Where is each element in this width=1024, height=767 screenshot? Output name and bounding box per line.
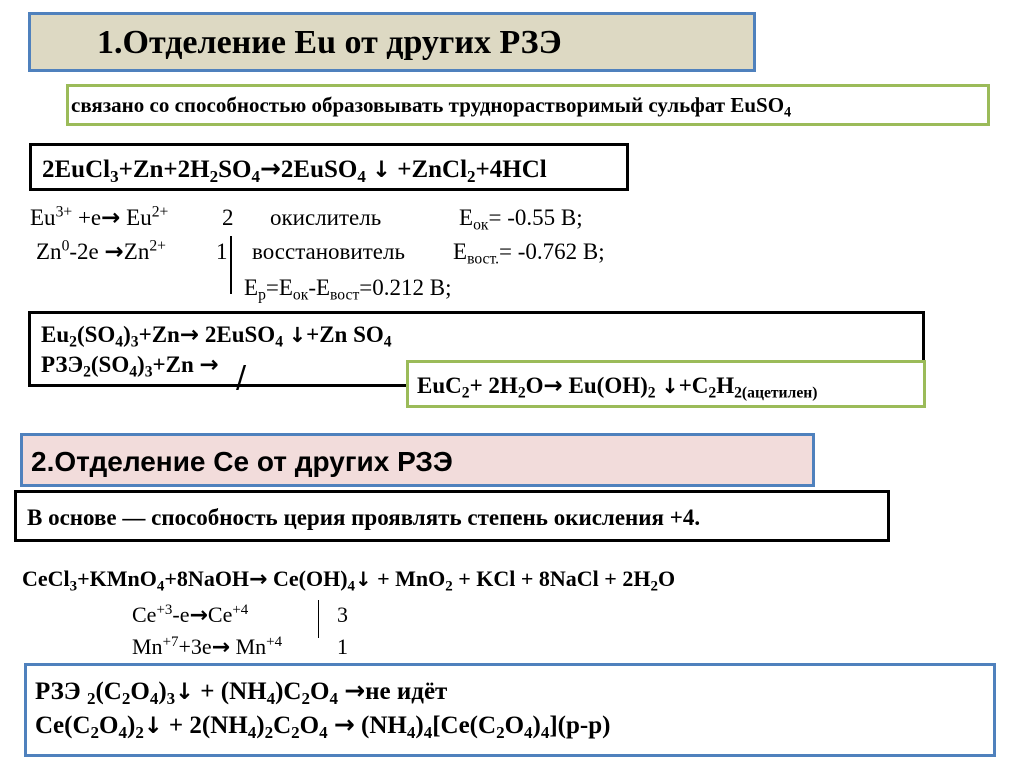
section2-title: 2.Отделение Се от других РЗЭ — [31, 446, 453, 477]
potential-zn: $E_{вост.}= -0.762$ В; — [453, 239, 605, 268]
role-reducer: восстановитель — [252, 239, 405, 264]
section1-subtitle: связано со способностью образовывать труднорастворимый сульфат EuSO$_4$ — [71, 93, 792, 121]
right-arrow-icon: → — [179, 322, 200, 348]
equation-carbide-box — [406, 360, 926, 408]
section1-title: 1.Отделение Eu от других РЗЭ — [97, 24, 562, 61]
half-reaction-eu-left: $Eu^{3+} +e\to Eu^{2+}$ — [30, 203, 169, 231]
equation-cerium-oxidation: CeCl$_3$+KMnO$_4$+8NaOH→ $Ce(OH)_4↓ + MnO_2$ + KCl + 8NaCl + $2H_2O$ — [22, 566, 676, 595]
balance-divider — [230, 236, 232, 294]
coefficient-zn: 1 — [216, 239, 228, 264]
half-reaction-zn-left: $Zn^0-2e \to Zn^{2+}$ — [36, 237, 166, 265]
balance-divider-ce — [318, 600, 319, 638]
precipitate-down-arrow-icon: ↓ — [372, 157, 391, 183]
equation-eu-reduction-box — [29, 143, 629, 191]
precipitate-down-arrow-icon: ↓ — [355, 568, 372, 591]
right-arrow-icon: → — [104, 239, 124, 265]
precipitate-down-arrow-icon: ↓ — [175, 679, 195, 705]
right-arrow-icon: → — [543, 373, 563, 399]
equation-eu-sulfate: $Eu_2(SO_4)_3+Zn\to$ 2EuSO$_4$ ↓+Zn $SO_4$ — [41, 322, 392, 351]
precipitate-down-arrow-icon: ↓ — [288, 323, 307, 347]
section2-title-box — [20, 433, 815, 487]
equation-ree-sulfate: $РЗЭ_2(SO_4)_3+Zn$ → — [41, 352, 219, 381]
no-reaction-slash: / — [236, 360, 247, 395]
potential-eu: $E_{ок}= -0.55$ В; — [459, 205, 583, 234]
potential-reaction: $E_р=E_{ок}-E_{вост}=0.212$ В; — [244, 275, 452, 304]
right-arrow-icon: → — [249, 567, 268, 592]
section1-title-box — [28, 12, 756, 72]
coefficient-mn: 1 — [337, 634, 348, 659]
right-arrow-icon: → — [189, 603, 208, 628]
half-reaction-mn: $Mn^{+7}+3e\to Mn^{+4}$ — [132, 633, 283, 660]
coefficient-eu: 2 — [222, 205, 234, 230]
equation-eu-reduction: $2EuCl_3+Zn+2H_2SO_4\to 2EuSO_4$ ↓ +ZnCl$_2$+4HCl — [42, 154, 547, 187]
right-arrow-icon: → — [259, 154, 281, 183]
right-arrow-icon: → — [101, 205, 121, 231]
precipitate-down-arrow-icon: ↓ — [661, 374, 679, 398]
equation-ree-oxalate: РЗЭ $_2(C_2O_4)_3↓ + (NH_4)C_2O_4 \to не$ идёт — [35, 676, 448, 709]
equation-ce-oxalate: $Ce(C_2O_4)_2↓ + 2(NH_4)_2C_2O_4 \to (NH_4)_4[Ce(C_2O_4)_4](р-р)$ — [35, 710, 611, 743]
right-arrow-icon: → — [211, 635, 231, 660]
right-arrow-icon: → — [199, 352, 219, 378]
half-reaction-ce: $Ce^{+3}-e\to Ce^{+4}$ — [132, 601, 249, 628]
equation-oxalate-box — [24, 663, 996, 757]
precipitate-down-arrow-icon: ↓ — [143, 713, 163, 739]
coefficient-ce: 3 — [337, 602, 348, 627]
role-oxidizer: окислитель — [270, 205, 382, 230]
equation-carbide: $EuC_2+ 2H_2O\to Eu(OH)_2$ $↓+C_2H_{2(ацетилен)}$ — [417, 373, 818, 402]
right-arrow-icon: → — [333, 710, 355, 739]
section2-subtitle: В основе — способность церия проявлять степень окисления +4. — [27, 505, 701, 530]
section1-subtitle-box — [66, 84, 990, 126]
right-arrow-icon: → — [344, 676, 366, 705]
section2-subtitle-box — [14, 490, 890, 542]
